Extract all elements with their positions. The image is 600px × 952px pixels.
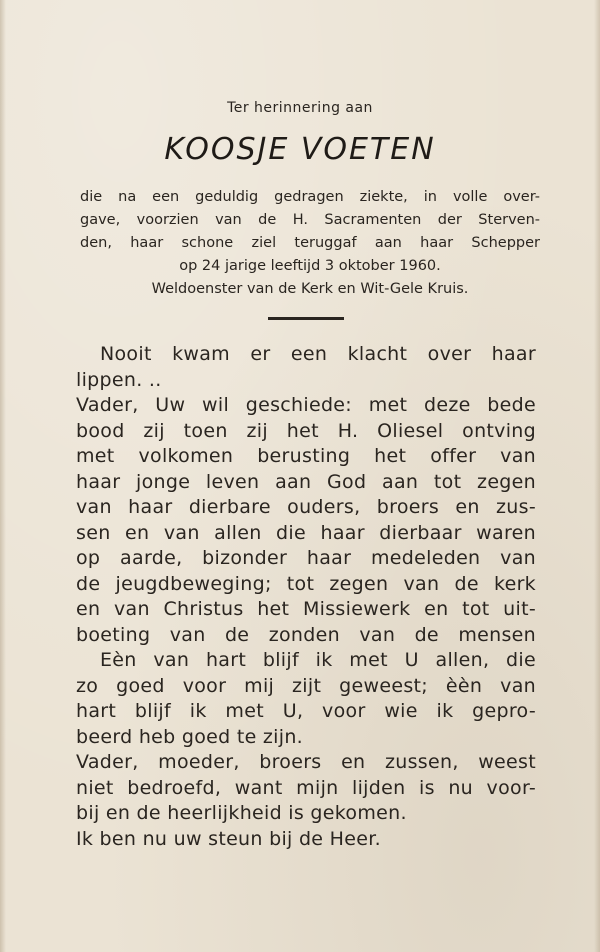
- remembrance-intro: Ter herinnering aan: [227, 100, 373, 116]
- details-line: den, haar schone ziel teruggaf aan haar Schepper: [80, 235, 540, 251]
- memorial-text: [76, 342, 536, 852]
- text-line: met volkomen berusting het offer van: [76, 445, 536, 467]
- text-line: bood zij toen zij het H. Oliesel ontving: [76, 419, 536, 442]
- text-line: Vader, moeder, broers en zussen, weest: [76, 751, 536, 773]
- text-line: hart blijf ik met U, voor wie ik gepro-: [76, 700, 536, 722]
- text-line: Vader, Uw wil geschiede: met deze bede: [76, 394, 536, 416]
- details-line: Weldoenster van de Kerk en Wit-Gele Kruis.: [151, 281, 469, 297]
- text-line: sen en van allen die haar dierbaar waren: [76, 521, 536, 544]
- text-line: beerd heb goed te zijn.: [76, 725, 304, 748]
- text-line: lippen. ..: [76, 368, 162, 391]
- divider-rule: [268, 317, 344, 320]
- text-line: zo goed voor mij zijt geweest; èèn van: [76, 674, 536, 697]
- biography-details: [80, 186, 540, 301]
- text-line: de jeugdbeweging; tot zegen van de kerk: [76, 572, 536, 595]
- text-line: en van Christus het Missiewerk en tot uit-: [76, 598, 536, 620]
- text-line: niet bedroefd, want mijn lijden is nu voor-: [76, 776, 536, 799]
- text-line: bij en de heerlijkheid is gekomen.: [76, 802, 407, 824]
- text-line: van haar dierbare ouders, broers en zus-: [76, 496, 536, 518]
- details-line: op 24 jarige leeftijd 3 oktober 1960.: [179, 258, 441, 274]
- text-line: Ik ben nu uw steun bij de Heer.: [76, 827, 381, 850]
- text-line: op aarde, bizonder haar medeleden van: [76, 547, 536, 569]
- deceased-name: KOOSJE VOETEN: [164, 132, 436, 167]
- text-line: Eèn van hart blijf ik met U allen, die: [100, 649, 536, 671]
- details-line: gave, voorzien van de H. Sacramenten der Sterven-: [80, 212, 540, 228]
- text-line: haar jonge leven aan God aan tot zegen: [76, 470, 536, 493]
- text-line: Nooit kwam er een klacht over haar: [100, 343, 536, 365]
- text-line: boeting van de zonden van de mensen: [76, 623, 536, 646]
- details-line: die na een geduldig gedragen ziekte, in volle over-: [80, 189, 540, 205]
